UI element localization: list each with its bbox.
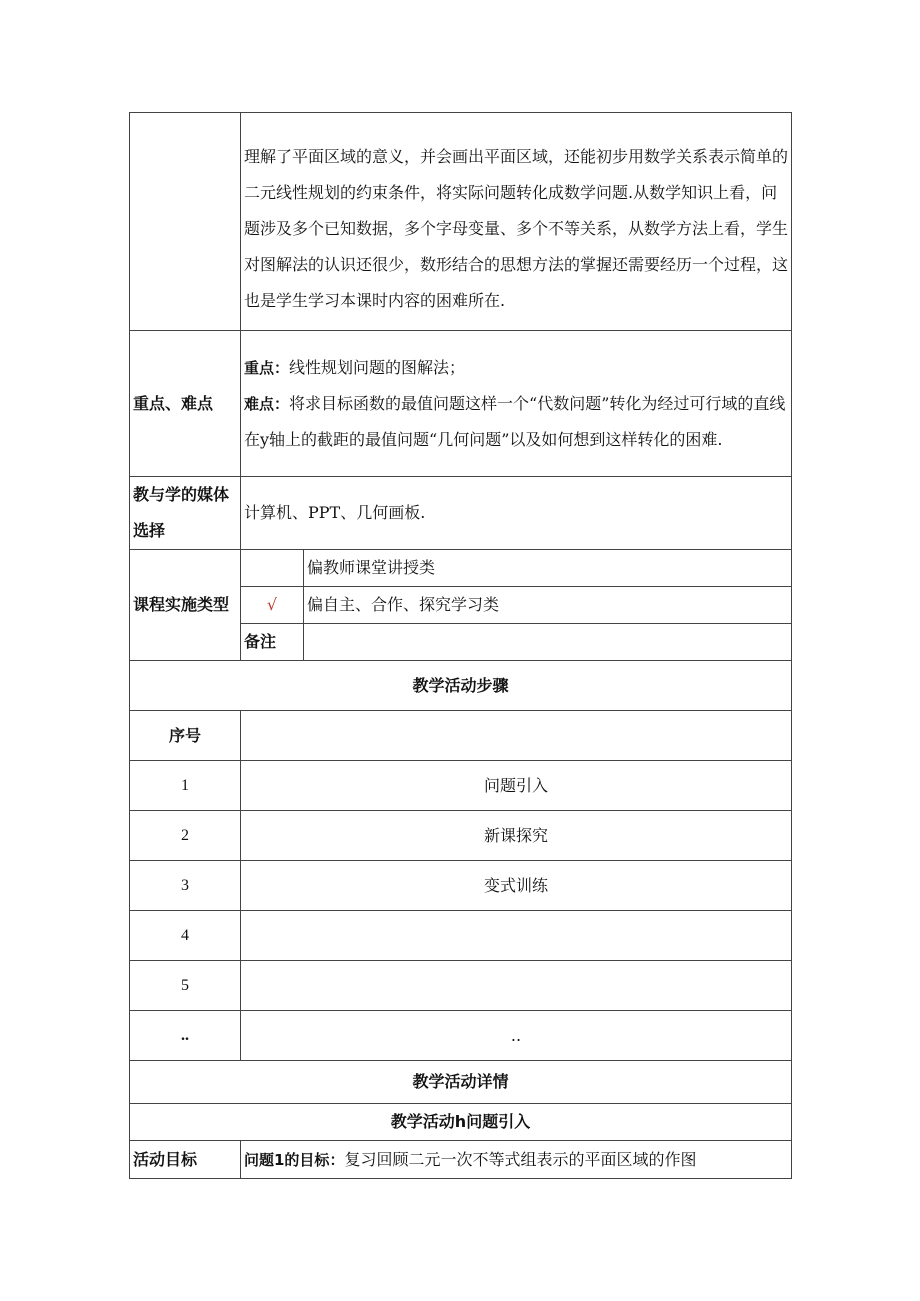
step-row xyxy=(130,861,792,911)
difficulty-label: 难点： xyxy=(244,394,290,413)
steps-header-row xyxy=(130,711,792,761)
media-value: 计算机、PPT、几何画板. xyxy=(241,477,792,550)
media-row xyxy=(130,477,792,550)
step-row xyxy=(130,911,792,961)
difficulty-text: 将求目标函数的最值问题这样一个“代数问题”转化为经过可行域的直线在y轴上的截距的最值问题“几何问题”以及如何想到这样转化的困难. xyxy=(244,393,786,449)
option-2-checkmark: √ xyxy=(241,587,304,624)
step-row xyxy=(130,1011,792,1061)
focus-label: 重点、难点 xyxy=(130,331,241,477)
goal-text: 复习回顾二元一次不等式组表示的平面区域的作图 xyxy=(344,1149,697,1169)
goal-prefix: 问题1的目标： xyxy=(244,1150,345,1169)
media-label: 教与学的媒体选择 xyxy=(130,477,241,550)
step-row xyxy=(130,761,792,811)
course-type-label: 课程实施类型 xyxy=(130,550,241,661)
details-title-row xyxy=(130,1061,792,1104)
course-type-row-1 xyxy=(130,550,792,587)
step-index: 3 xyxy=(130,861,241,911)
steps-title: 教学活动步骤 xyxy=(130,661,792,711)
focus-content xyxy=(241,331,792,477)
activity-title: 教学活动h问题引入 xyxy=(130,1104,792,1141)
option-1-mark xyxy=(241,550,304,587)
option-1-text: 偏教师课堂讲授类 xyxy=(304,550,792,587)
intro-text: 理解了平面区域的意义，并会画出平面区域，还能初步用数学关系表示简单的二元线性规划的约束条件，将实际问题转化成数学问题.从数学知识上看，问题涉及多个已知数据，多个字母变量、多个不等关系，从数学方法上看，学生对图解法的认识还很少，数形结合的思想方法的掌握还需要经历一个过程，这也是学生学习本课时内容的困难所在. xyxy=(241,113,792,331)
lesson-plan-table xyxy=(129,112,792,1179)
step-content: 新课探究 xyxy=(241,811,792,861)
step-index: 1 xyxy=(130,761,241,811)
note-label: 备注 xyxy=(241,624,304,661)
step-row xyxy=(130,811,792,861)
steps-header-content xyxy=(241,711,792,761)
goal-row xyxy=(130,1141,792,1179)
step-content: .. xyxy=(241,1011,792,1061)
step-row xyxy=(130,961,792,1011)
intro-row xyxy=(130,113,792,331)
step-index: 2 xyxy=(130,811,241,861)
details-title: 教学活动详情 xyxy=(130,1061,792,1104)
steps-header-index: 序号 xyxy=(130,711,241,761)
key-point-label: 重点： xyxy=(244,358,290,377)
step-content: 变式训练 xyxy=(241,861,792,911)
goal-label: 活动目标 xyxy=(130,1141,241,1179)
focus-row xyxy=(130,331,792,477)
step-content: 问题引入 xyxy=(241,761,792,811)
steps-title-row xyxy=(130,661,792,711)
goal-content xyxy=(241,1141,792,1179)
option-2-text: 偏自主、合作、探究学习类 xyxy=(304,587,792,624)
step-content xyxy=(241,961,792,1011)
step-index: .. xyxy=(130,1011,241,1061)
step-content xyxy=(241,911,792,961)
intro-label-cell xyxy=(130,113,241,331)
step-index: 4 xyxy=(130,911,241,961)
step-index: 5 xyxy=(130,961,241,1011)
activity-title-row xyxy=(130,1104,792,1141)
key-point-text: 线性规划问题的图解法； xyxy=(289,357,466,377)
note-value xyxy=(304,624,792,661)
